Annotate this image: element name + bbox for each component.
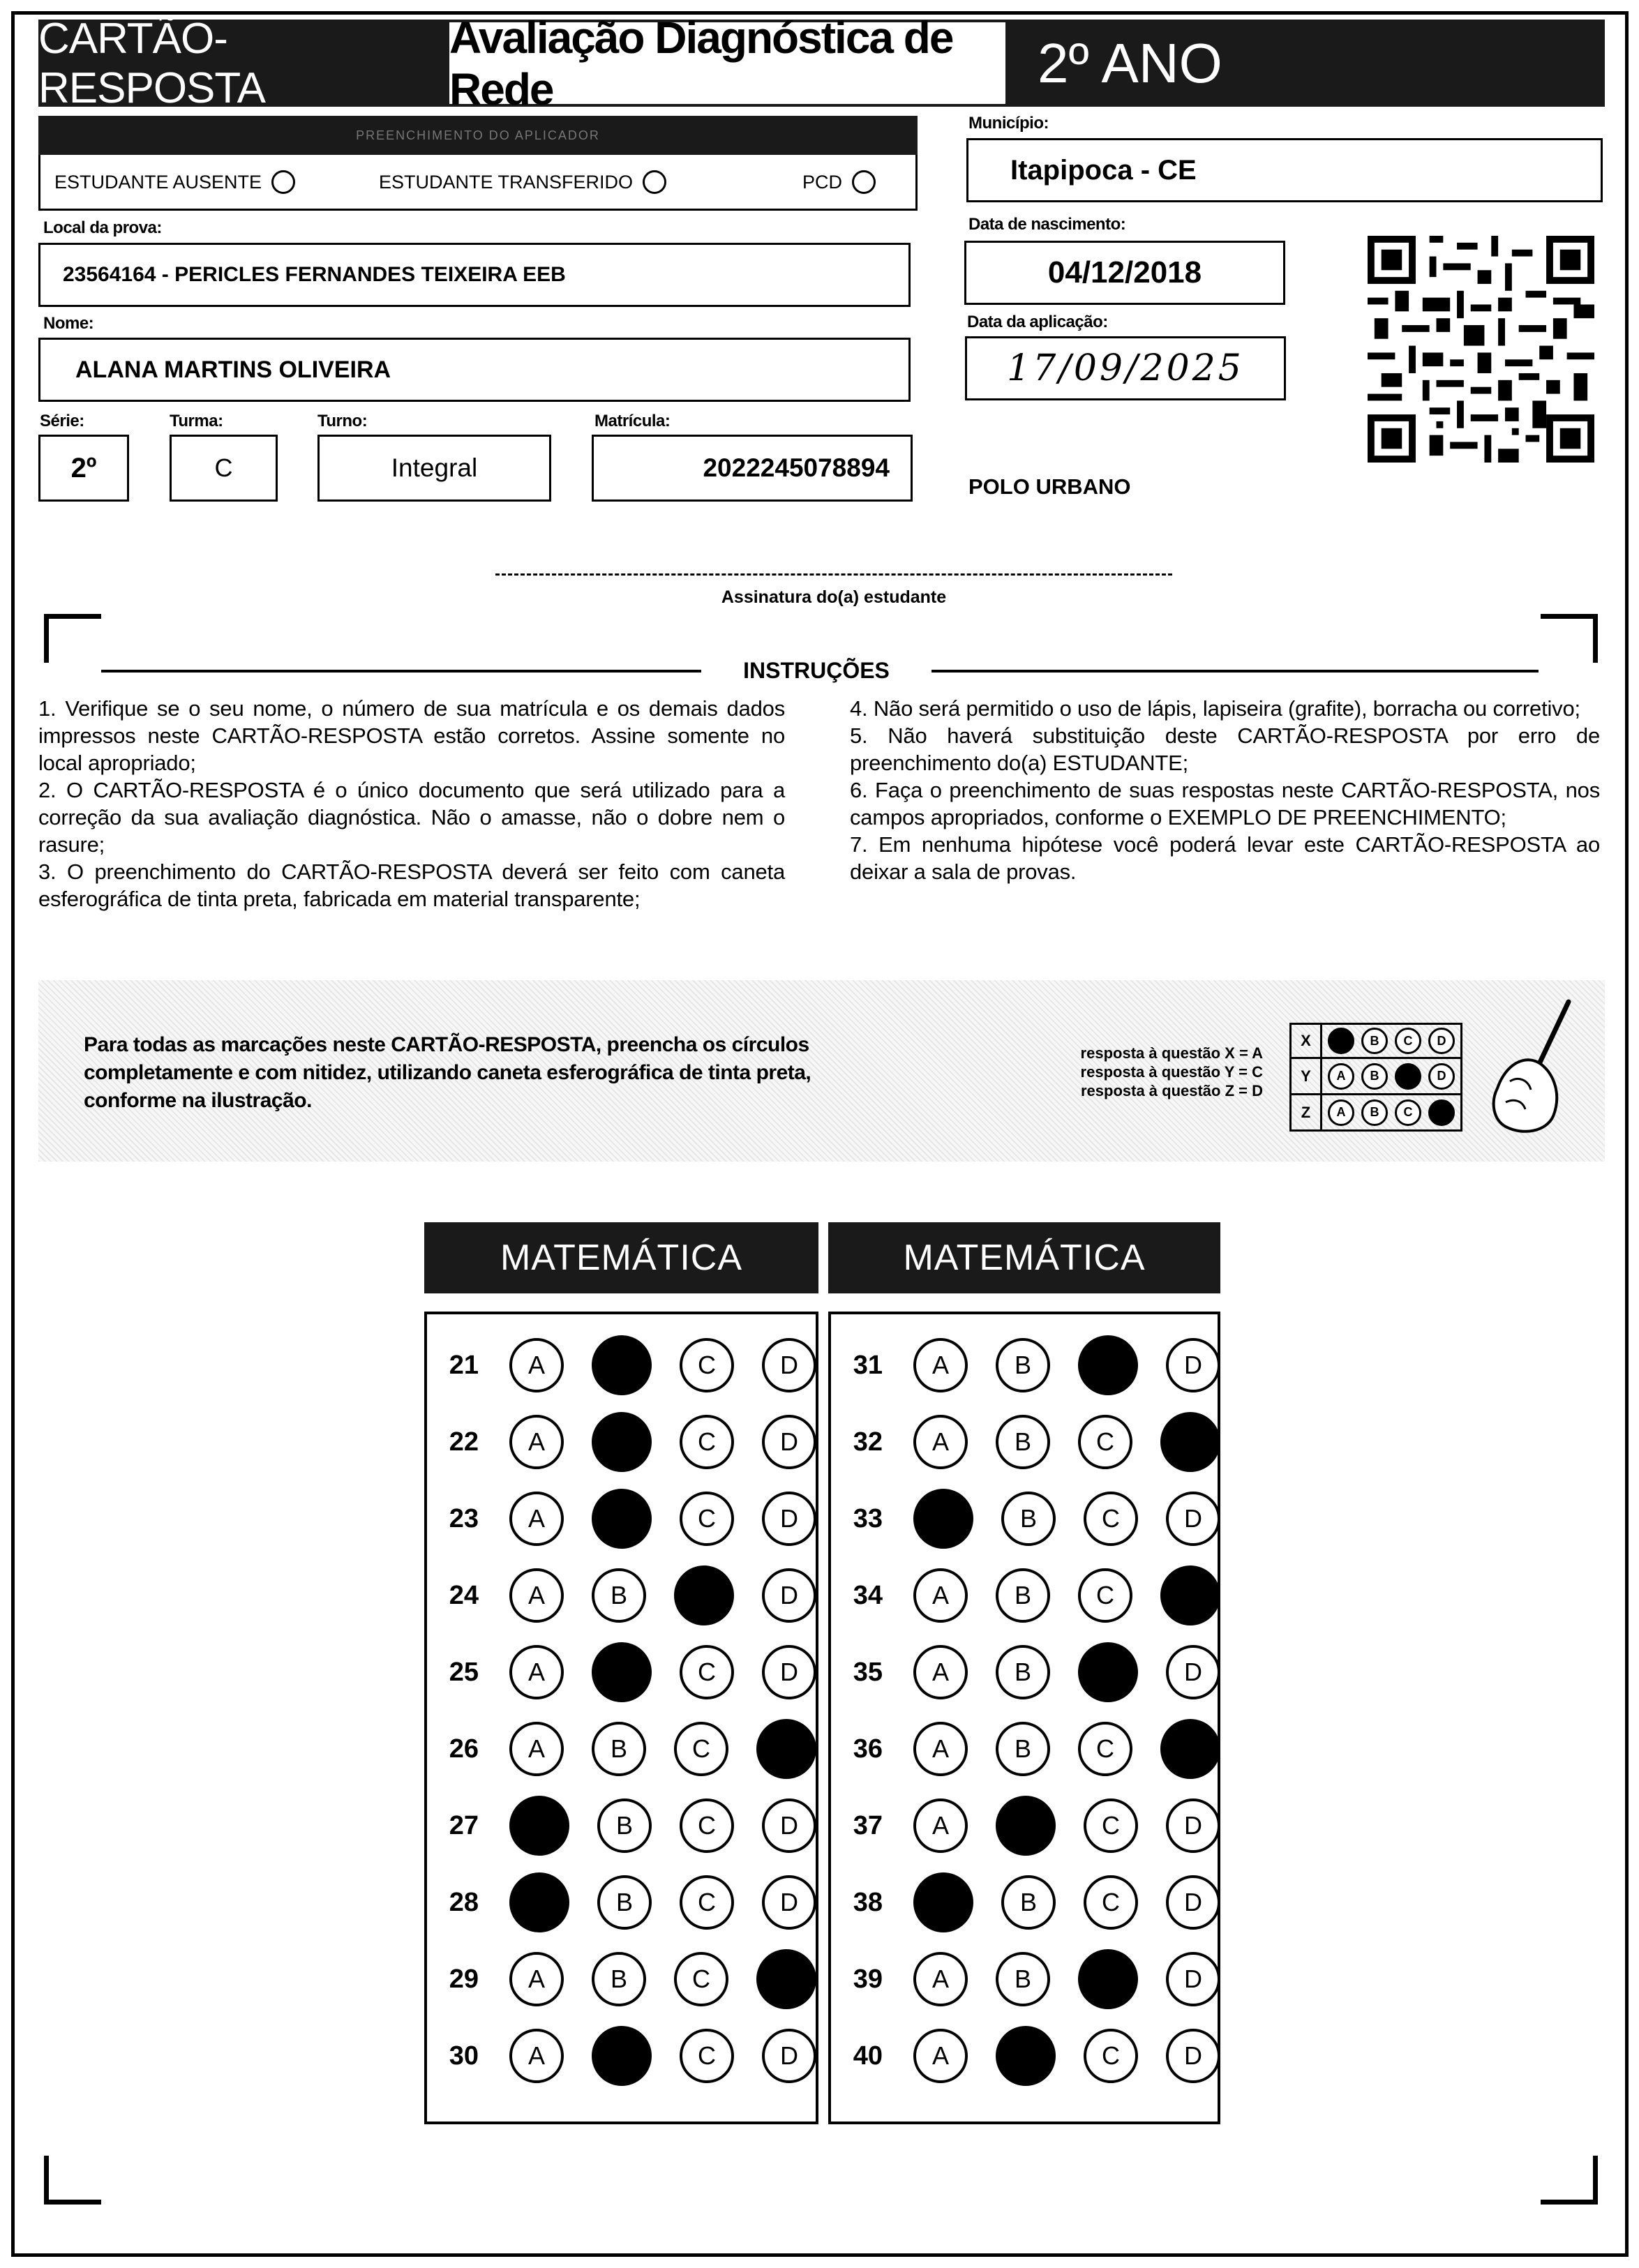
- question-row: [427, 1941, 816, 2018]
- question-row: [427, 1711, 816, 1787]
- answer-bubble-c[interactable]: C: [1078, 1642, 1138, 1702]
- answer-bubble-a[interactable]: A: [913, 1338, 968, 1392]
- turma-field: C: [170, 435, 278, 502]
- qr-code-icon: [1368, 236, 1594, 463]
- instructions-title: INSTRUÇÕES: [743, 658, 890, 683]
- example-row: [1289, 1023, 1462, 1059]
- question-row: [427, 1557, 816, 1634]
- answer-bubble-d[interactable]: D: [762, 1645, 816, 1699]
- answer-bubble-c[interactable]: C: [1078, 1722, 1132, 1776]
- answer-bubble-b[interactable]: B: [592, 1489, 652, 1549]
- answer-bubble-a[interactable]: A: [913, 1568, 968, 1623]
- question-number: 31: [853, 1350, 883, 1380]
- question-row: [427, 1864, 816, 1941]
- example-legend-item: resposta à questão Z = D: [1080, 1082, 1263, 1099]
- answer-bubble-b[interactable]: B: [996, 1338, 1050, 1392]
- example-row-label: Z: [1292, 1095, 1322, 1129]
- signature-label: Assinatura do(a) estudante: [721, 587, 947, 607]
- absent-label: ESTUDANTE AUSENTE: [54, 171, 262, 193]
- answer-bubble-c[interactable]: C: [680, 1645, 734, 1699]
- matricula-label: Matrícula:: [594, 412, 671, 430]
- question-row: [831, 1787, 1220, 1864]
- example-grid: [1289, 1023, 1462, 1132]
- subject-header-2: MATEMÁTICA: [828, 1222, 1220, 1293]
- answer-bubble-b[interactable]: B: [996, 2026, 1056, 2086]
- answer-bubble-a[interactable]: A: [509, 1872, 569, 1932]
- answer-bubble-b[interactable]: B: [592, 1722, 646, 1776]
- example-bubble: A: [1328, 1099, 1354, 1126]
- answer-bubble-b[interactable]: B: [592, 1642, 652, 1702]
- answer-bubble-c[interactable]: C: [1084, 1492, 1138, 1546]
- corner-mark-top-left: [44, 614, 101, 663]
- pcd-circle[interactable]: [852, 170, 876, 194]
- question-number: 30: [449, 2041, 479, 2071]
- answer-bubble-a[interactable]: A: [509, 1645, 564, 1699]
- answer-bubble-b[interactable]: B: [996, 1952, 1050, 2006]
- question-row: [427, 1787, 816, 1864]
- answer-bubble-d[interactable]: D: [762, 1492, 816, 1546]
- nascimento-field: 04/12/2018: [964, 241, 1285, 305]
- serie-field: 2º: [38, 435, 129, 502]
- example-bubble: A: [1328, 1063, 1354, 1090]
- question-row: [831, 1634, 1220, 1711]
- answer-bubble-b[interactable]: B: [996, 1796, 1056, 1856]
- aplicador-bar: PREENCHIMENTO DO APLICADOR: [38, 116, 918, 155]
- card-title: CARTÃO-RESPOSTA: [38, 20, 447, 107]
- instruction-item: 5. Não haverá substituição deste CARTÃO-RESPOSTA por erro de preenchimento do(a) ESTUDANTE;: [850, 723, 1600, 775]
- question-row: [427, 1480, 816, 1557]
- nascimento-label: Data de nascimento:: [968, 215, 1126, 234]
- example-bubble: C: [1395, 1099, 1421, 1126]
- question-number: 34: [853, 1580, 883, 1610]
- answer-bubble-b[interactable]: B: [996, 1722, 1050, 1776]
- answer-bubble-a[interactable]: A: [913, 1952, 968, 2006]
- transferred-circle[interactable]: [643, 170, 666, 194]
- answer-bubble-d[interactable]: D: [1160, 1565, 1220, 1625]
- turma-label: Turma:: [170, 412, 223, 430]
- question-number: 39: [853, 1964, 883, 1994]
- answer-bubble-c[interactable]: C: [680, 1798, 734, 1853]
- answer-bubble-c[interactable]: C: [680, 2029, 734, 2083]
- example-text: Para todas as marcações neste CARTÃO-RESPOSTA, preencha os círculos completamente e com nitidez, utilizando caneta esferográfica de tinta preta, conforme na ilustração.: [84, 1033, 811, 1112]
- answer-bubble-d[interactable]: D: [1166, 1798, 1220, 1853]
- example-bubble: B: [1361, 1063, 1388, 1090]
- absent-option[interactable]: [54, 170, 295, 194]
- answer-bubble-b[interactable]: B: [597, 1798, 652, 1853]
- name-label: Nome:: [43, 314, 94, 333]
- instruction-item: 2. O CARTÃO-RESPOSTA é o único documento que será utilizado para a correção da sua avaliação diagnóstica. Não o amasse, não o dobre nem o rasure;: [38, 778, 785, 857]
- example-bubble: D: [1428, 1099, 1455, 1126]
- instruction-item: 3. O preenchimento do CARTÃO-RESPOSTA deverá ser feito com caneta esferográfica de tinta preta, fabricada em material transparente;: [38, 859, 785, 911]
- question-row: [831, 1404, 1220, 1480]
- answer-bubble-c[interactable]: C: [680, 1875, 734, 1930]
- polo-label: POLO URBANO: [968, 474, 1131, 499]
- answer-bubble-c[interactable]: C: [680, 1415, 734, 1469]
- answer-bubble-b[interactable]: B: [592, 2026, 652, 2086]
- question-number: 21: [449, 1350, 479, 1380]
- answer-bubble-a[interactable]: A: [913, 1415, 968, 1469]
- example-legend: [1033, 1044, 1263, 1100]
- instruction-item: 7. Em nenhuma hipótese você poderá levar este CARTÃO-RESPOSTA ao deixar a sala de provas.: [850, 832, 1600, 884]
- question-row: [831, 2018, 1220, 2094]
- answer-bubble-d[interactable]: D: [1160, 1412, 1220, 1472]
- answer-bubble-a[interactable]: A: [509, 1492, 564, 1546]
- question-row: [831, 1864, 1220, 1941]
- example-bubble: A: [1328, 1028, 1354, 1054]
- name-field: ALANA MARTINS OLIVEIRA: [38, 338, 911, 402]
- question-row: [427, 1404, 816, 1480]
- answer-bubble-b[interactable]: B: [996, 1568, 1050, 1623]
- answer-bubble-d[interactable]: D: [762, 2029, 816, 2083]
- instruction-item: 4. Não será permitido o uso de lápis, lapiseira (grafite), borracha ou corretivo;: [850, 696, 1580, 721]
- grade-title: 2º ANO: [1008, 20, 1605, 107]
- example-legend-item: resposta à questão X = A: [1080, 1044, 1263, 1062]
- question-number: 35: [853, 1657, 883, 1687]
- answer-bubble-a[interactable]: A: [913, 1798, 968, 1853]
- example-bubble: C: [1395, 1028, 1421, 1054]
- answer-bubble-c[interactable]: C: [1084, 1875, 1138, 1930]
- answer-bubble-c[interactable]: C: [680, 1338, 734, 1392]
- answer-bubble-c[interactable]: C: [1078, 1335, 1138, 1395]
- instructions-right-column: [850, 695, 1600, 885]
- answer-bubble-b[interactable]: B: [592, 1568, 646, 1623]
- answer-bubble-d[interactable]: D: [1166, 1875, 1220, 1930]
- answer-bubble-d[interactable]: D: [1166, 1952, 1220, 2006]
- answer-grid-2: [828, 1312, 1220, 2124]
- question-number: 36: [853, 1734, 883, 1764]
- question-row: [831, 1327, 1220, 1404]
- question-number: 37: [853, 1810, 883, 1840]
- answer-bubble-d[interactable]: D: [1166, 1338, 1220, 1392]
- answer-bubble-d[interactable]: D: [762, 1338, 816, 1392]
- answer-bubble-a[interactable]: A: [509, 1338, 564, 1392]
- turno-label: Turno:: [317, 412, 368, 430]
- question-number: 38: [853, 1887, 883, 1917]
- question-row: [427, 2018, 816, 2094]
- question-number: 40: [853, 2041, 883, 2071]
- answer-bubble-c[interactable]: C: [1084, 2029, 1138, 2083]
- answer-bubble-c[interactable]: C: [1078, 1568, 1132, 1623]
- answer-bubble-d[interactable]: D: [762, 1415, 816, 1469]
- answer-bubble-a[interactable]: A: [509, 1952, 564, 2006]
- answer-bubble-c[interactable]: C: [674, 1565, 734, 1625]
- answer-bubble-a[interactable]: A: [509, 1415, 564, 1469]
- transferred-label: ESTUDANTE TRANSFERIDO: [379, 171, 634, 193]
- answer-bubble-d[interactable]: D: [1166, 1492, 1220, 1546]
- question-row: [427, 1634, 816, 1711]
- corner-mark-bottom-left: [44, 2156, 101, 2205]
- answer-bubble-c[interactable]: C: [1078, 1415, 1132, 1469]
- aplicacao-label: Data da aplicação:: [967, 313, 1108, 331]
- answer-bubble-a[interactable]: A: [913, 2029, 968, 2083]
- question-number: 29: [449, 1964, 479, 1994]
- signature-line: [495, 573, 1172, 576]
- question-row: [427, 1327, 816, 1404]
- example-bubble: D: [1428, 1063, 1455, 1090]
- aplicacao-field: 17/09/2025: [965, 336, 1286, 400]
- instructions-rule-left: [101, 670, 701, 673]
- answer-bubble-a[interactable]: A: [913, 1722, 968, 1776]
- question-number: 23: [449, 1503, 479, 1533]
- question-number: 32: [853, 1427, 883, 1457]
- absent-circle[interactable]: [271, 170, 295, 194]
- example-legend-item: resposta à questão Y = C: [1080, 1063, 1263, 1081]
- instruction-item: 6. Faça o preenchimento de suas respostas neste CARTÃO-RESPOSTA, nos campos apropriados, conforme o EXEMPLO DE PREENCHIMENTO;: [850, 778, 1600, 829]
- question-number: 27: [449, 1810, 479, 1840]
- answer-bubble-b[interactable]: B: [592, 1335, 652, 1395]
- answer-bubble-b[interactable]: B: [1001, 1492, 1056, 1546]
- matricula-field: 2022245078894: [592, 435, 913, 502]
- answer-bubble-a[interactable]: A: [509, 2029, 564, 2083]
- example-bubble: C: [1395, 1063, 1421, 1090]
- answer-bubble-a[interactable]: A: [913, 1489, 973, 1549]
- turno-field: Integral: [317, 435, 551, 502]
- example-row: [1289, 1059, 1462, 1095]
- example-bubble: B: [1361, 1099, 1388, 1126]
- answer-bubble-a[interactable]: A: [913, 1872, 973, 1932]
- question-number: 24: [449, 1580, 479, 1610]
- answer-bubble-d[interactable]: D: [756, 1719, 816, 1779]
- corner-mark-top-right: [1541, 614, 1598, 663]
- answer-bubble-b[interactable]: B: [996, 1415, 1050, 1469]
- instruction-item: 1. Verifique se o seu nome, o número de sua matrícula e os demais dados impressos neste CARTÃO-RESPOSTA estão corretos. Assine somente no local apropriado;: [38, 696, 785, 775]
- answer-bubble-d[interactable]: D: [756, 1949, 816, 2009]
- exam-title: Avaliação Diagnóstica de Rede: [447, 20, 1008, 107]
- answer-bubble-b[interactable]: B: [592, 1412, 652, 1472]
- answer-grid-1: [424, 1312, 818, 2124]
- answer-bubble-b[interactable]: B: [996, 1645, 1050, 1699]
- transferred-option[interactable]: [379, 170, 666, 194]
- example-row-label: Y: [1292, 1059, 1322, 1093]
- answer-bubble-a[interactable]: A: [509, 1796, 569, 1856]
- answer-bubble-d[interactable]: D: [762, 1875, 816, 1930]
- answer-bubble-d[interactable]: D: [1166, 1645, 1220, 1699]
- answer-bubble-c[interactable]: C: [674, 1952, 728, 2006]
- pcd-label: PCD: [802, 171, 843, 193]
- answer-bubble-c[interactable]: C: [1084, 1798, 1138, 1853]
- municipio-field: Itapipoca - CE: [966, 138, 1603, 202]
- question-number: 22: [449, 1427, 479, 1457]
- instructions-rule-right: [931, 670, 1539, 673]
- question-row: [831, 1711, 1220, 1787]
- answer-bubble-d[interactable]: D: [1160, 1719, 1220, 1779]
- question-number: 25: [449, 1657, 479, 1687]
- answer-bubble-d[interactable]: D: [762, 1568, 816, 1623]
- answer-bubble-a[interactable]: A: [509, 1568, 564, 1623]
- answer-bubble-a[interactable]: A: [913, 1645, 968, 1699]
- example-row: [1289, 1095, 1462, 1132]
- corner-mark-bottom-right: [1541, 2156, 1598, 2205]
- answer-bubble-d[interactable]: D: [762, 1798, 816, 1853]
- example-bubble: B: [1361, 1028, 1388, 1054]
- pcd-option[interactable]: [802, 170, 876, 194]
- answer-bubble-d[interactable]: D: [1166, 2029, 1220, 2083]
- question-number: 26: [449, 1734, 479, 1764]
- answer-bubble-a[interactable]: A: [509, 1722, 564, 1776]
- answer-bubble-b[interactable]: B: [592, 1952, 646, 2006]
- question-row: [831, 1557, 1220, 1634]
- instructions-left-column: [38, 695, 785, 913]
- local-label: Local da prova:: [43, 218, 162, 237]
- serie-label: Série:: [40, 412, 84, 430]
- answer-bubble-c[interactable]: C: [1078, 1949, 1138, 2009]
- answer-bubble-b[interactable]: B: [1001, 1875, 1056, 1930]
- question-row: [831, 1941, 1220, 2018]
- question-row: [831, 1480, 1220, 1557]
- answer-bubble-c[interactable]: C: [674, 1722, 728, 1776]
- example-row-label: X: [1292, 1025, 1322, 1057]
- answer-bubble-b[interactable]: B: [597, 1875, 652, 1930]
- question-number: 28: [449, 1887, 479, 1917]
- subject-header-1: MATEMÁTICA: [424, 1222, 818, 1293]
- local-field: 23564164 - PERICLES FERNANDES TEIXEIRA EEB: [38, 243, 911, 307]
- hand-with-pen-icon: [1485, 998, 1576, 1137]
- question-number: 33: [853, 1503, 883, 1533]
- example-bubble: D: [1428, 1028, 1455, 1054]
- answer-bubble-c[interactable]: C: [680, 1492, 734, 1546]
- municipio-label: Município:: [968, 114, 1049, 133]
